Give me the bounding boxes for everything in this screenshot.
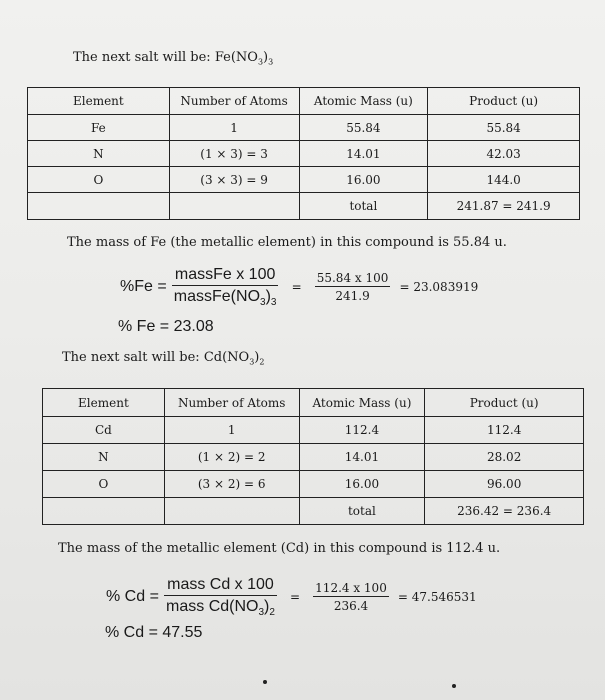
cd-percent-result: % Cd = 47.55 (105, 624, 203, 641)
cd-calc-fraction: $\frac{112.4 x 100}{236.4}$ (315, 581, 387, 614)
fe-percent-formula: %Fe = $\frac{\text{massFe x 100}}{massFe(NO_3)_3}$ = $\frac{55.84 x 100}{241.9}$ = 23.083919 (120, 266, 479, 309)
section1-heading: The next salt will be: $Fe(NO_3)_3$ (73, 50, 274, 67)
page-speck (452, 684, 456, 688)
total-value: 236.42 = 236.4 (425, 498, 584, 525)
fe-mass-fraction: $\frac{\text{massFe x 100}}{massFe(NO_3)_3}$ (173, 266, 277, 309)
cd-mass-statement: The mass of the metallic element (Cd) in this compound is 112.4 u. (58, 541, 501, 556)
total-value: 241.87 = 241.9 (428, 193, 580, 220)
header-element: Element (28, 88, 170, 115)
table-header-row (43, 389, 584, 417)
header-product: Product (u) (425, 389, 584, 417)
table-row: O (3 × 3) = 9 16.00 144.0 (28, 167, 580, 193)
table-row: N (1 × 3) = 3 14.01 42.03 (28, 141, 580, 167)
fe-percent-result: % Fe = 23.08 (118, 318, 214, 335)
fe-calc-fraction: $\frac{55.84 x 100}{241.9}$ (316, 271, 389, 304)
header-atomic-mass: Atomic Mass (u) (299, 88, 428, 115)
fe-composition-table (27, 87, 580, 220)
cd-percent-formula: % Cd = $\frac{\text{mass Cd x 100}}{mass Cd(NO_3)_2}$ = $\frac{112.4 x 100}{236.4}$ = 47.546531 (106, 576, 477, 619)
table-total-row (28, 193, 580, 220)
cd-composition-table (42, 388, 584, 525)
table-row: Cd 1 112.4 112.4 (43, 417, 584, 444)
fe-mass-statement: The mass of Fe (the metallic element) in this compound is 55.84 u. (67, 235, 507, 250)
header-product: Product (u) (428, 88, 580, 115)
table-header-row (28, 88, 580, 115)
header-element: Element (43, 389, 165, 417)
table-row: N (1 × 2) = 2 14.01 28.02 (43, 444, 584, 471)
header-number-of-atoms: Number of Atoms (169, 88, 299, 115)
total-label: total (299, 498, 425, 525)
table-total-row (43, 498, 584, 525)
section2-heading: The next salt will be: $Cd(NO_3)_2$ (62, 350, 265, 367)
header-number-of-atoms: Number of Atoms (164, 389, 299, 417)
table-row: Fe 1 55.84 55.84 (28, 115, 580, 141)
cd-mass-fraction: $\frac{\text{mass Cd x 100}}{mass Cd(NO_3)_2}$ (166, 576, 275, 619)
header-atomic-mass: Atomic Mass (u) (299, 389, 425, 417)
total-label: total (299, 193, 428, 220)
table-row: O (3 × 2) = 6 16.00 96.00 (43, 471, 584, 498)
page-speck (263, 680, 267, 684)
